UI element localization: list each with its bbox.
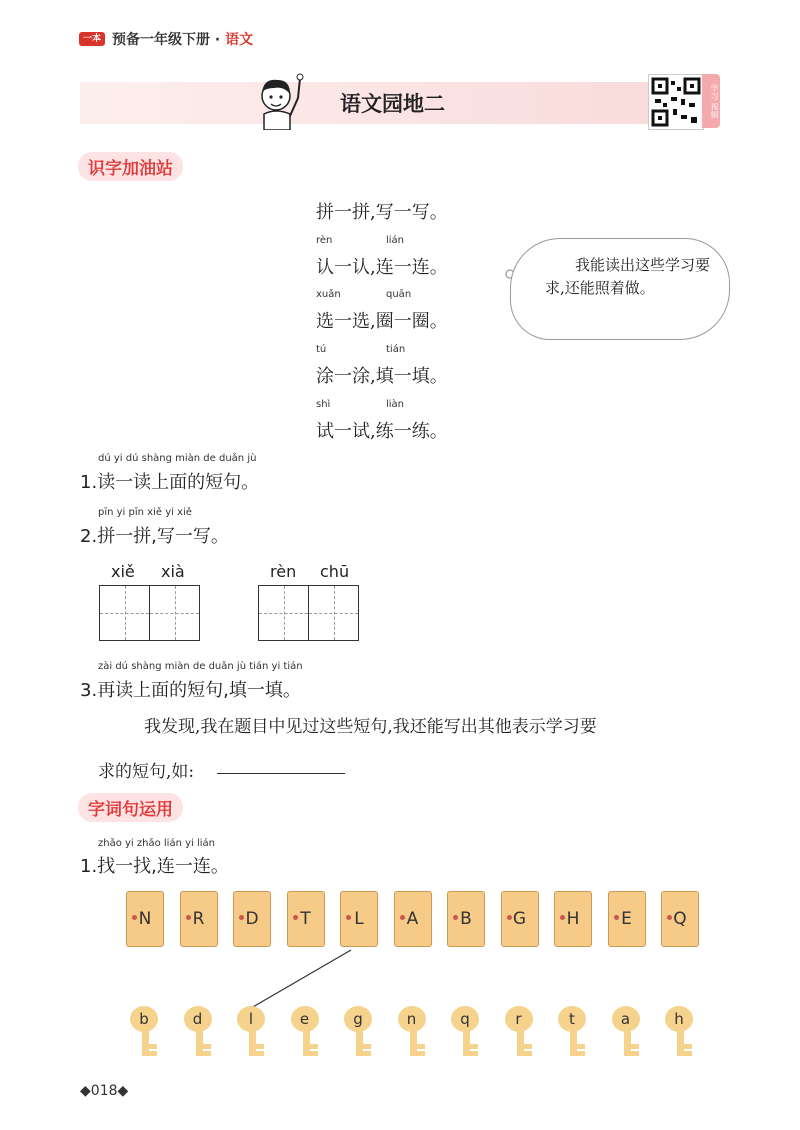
unit-title: 语文园地二 bbox=[340, 92, 445, 116]
instruction-line: 拼一拼,写一写。 bbox=[316, 202, 448, 223]
key-tooth-icon bbox=[203, 1044, 211, 1049]
uppercase-card[interactable] bbox=[340, 891, 378, 947]
pinyin-annotation: rèn bbox=[316, 235, 333, 246]
key-tooth-icon bbox=[310, 1051, 318, 1056]
subject-label: 语文 bbox=[225, 32, 254, 48]
card-dot-icon bbox=[293, 915, 298, 920]
answer-blank[interactable] bbox=[217, 772, 345, 774]
key-tooth-icon bbox=[684, 1044, 692, 1049]
writing-box[interactable] bbox=[149, 585, 200, 641]
lowercase-key[interactable] bbox=[237, 1006, 267, 1064]
book-header bbox=[112, 29, 253, 49]
uppercase-card[interactable] bbox=[180, 891, 218, 947]
key-tooth-icon bbox=[149, 1044, 157, 1049]
uppercase-card[interactable] bbox=[394, 891, 432, 947]
page-number-marker-left: ◆ bbox=[80, 1083, 91, 1099]
question-title bbox=[80, 468, 259, 494]
uppercase-letter: B bbox=[460, 909, 472, 929]
instruction-line: 选一选,圈一圈。 bbox=[316, 311, 448, 332]
question-pinyin: zài dú shàng miàn de duǎn jù tián yi tián bbox=[98, 661, 303, 672]
uppercase-card[interactable] bbox=[447, 891, 485, 947]
question-text: 拼一拼,写一写。 bbox=[97, 526, 229, 547]
uppercase-letter: D bbox=[245, 909, 259, 929]
pinyin-annotation: shì bbox=[316, 399, 331, 410]
card-dot-icon bbox=[453, 915, 458, 920]
grid-guide bbox=[125, 586, 126, 640]
question-text: 再读上面的短句,填一填。 bbox=[97, 680, 301, 701]
uppercase-card[interactable] bbox=[233, 891, 271, 947]
question-number: 2. bbox=[80, 526, 98, 547]
section-label-literacy: 识字加油站 bbox=[78, 152, 183, 181]
uppercase-letter: G bbox=[512, 909, 527, 929]
key-tooth-icon bbox=[684, 1051, 692, 1056]
instruction-line: 涂一涂,填一填。 bbox=[316, 366, 448, 387]
q4-title bbox=[80, 852, 229, 878]
lowercase-key[interactable] bbox=[451, 1006, 481, 1064]
video-tab[interactable]: 学习 视频 bbox=[702, 74, 720, 128]
box-pinyin: rèn bbox=[270, 562, 297, 581]
uppercase-letter: L bbox=[354, 909, 364, 929]
lowercase-key[interactable] bbox=[558, 1006, 588, 1064]
question-number: 1. bbox=[80, 472, 98, 493]
uppercase-card[interactable] bbox=[126, 891, 164, 947]
key-tooth-icon bbox=[363, 1051, 371, 1056]
grid-guide bbox=[334, 586, 335, 640]
section-label-usage: 字词句运用 bbox=[78, 793, 183, 822]
card-dot-icon bbox=[400, 915, 405, 920]
key-head: l bbox=[237, 1006, 265, 1032]
key-stem-icon bbox=[517, 1030, 524, 1056]
key-head: e bbox=[291, 1006, 319, 1032]
uppercase-card[interactable] bbox=[501, 891, 539, 947]
bubble-text: 我能读出这些学习要求,还能照着做。 bbox=[545, 256, 711, 297]
key-tooth-icon bbox=[256, 1051, 264, 1056]
writing-box[interactable] bbox=[99, 585, 150, 641]
card-dot-icon bbox=[507, 915, 512, 920]
key-stem-icon bbox=[249, 1030, 256, 1056]
uppercase-card[interactable] bbox=[287, 891, 325, 947]
boy-pointing-icon bbox=[254, 68, 304, 130]
key-head: a bbox=[612, 1006, 640, 1032]
key-head: g bbox=[344, 1006, 372, 1032]
q4-number: 1. bbox=[80, 856, 98, 877]
key-head: d bbox=[184, 1006, 212, 1032]
key-stem-icon bbox=[624, 1030, 631, 1056]
key-tooth-icon bbox=[524, 1051, 532, 1056]
key-tooth-icon bbox=[470, 1051, 478, 1056]
key-head: r bbox=[505, 1006, 533, 1032]
uppercase-letter: N bbox=[138, 909, 152, 929]
uppercase-letter: R bbox=[192, 909, 205, 929]
brand-logo: 一本 bbox=[79, 32, 105, 46]
uppercase-card[interactable] bbox=[554, 891, 592, 947]
question-title bbox=[80, 676, 301, 702]
question-number: 3. bbox=[80, 680, 98, 701]
uppercase-card[interactable] bbox=[661, 891, 699, 947]
key-stem-icon bbox=[570, 1030, 577, 1056]
pinyin-annotation: xuǎn bbox=[316, 289, 341, 300]
book-title: 预备一年级下册 bbox=[112, 32, 210, 48]
q4-text: 找一找,连一连。 bbox=[97, 856, 229, 877]
box-pinyin: xiě bbox=[111, 562, 135, 581]
key-tooth-icon bbox=[203, 1051, 211, 1056]
page-number bbox=[80, 1083, 128, 1099]
key-tooth-icon bbox=[631, 1044, 639, 1049]
key-head: n bbox=[398, 1006, 426, 1032]
key-stem-icon bbox=[677, 1030, 684, 1056]
key-tooth-icon bbox=[631, 1051, 639, 1056]
lowercase-key[interactable] bbox=[665, 1006, 695, 1064]
card-dot-icon bbox=[346, 915, 351, 920]
question-pinyin: pīn yi pīn xiě yi xiě bbox=[98, 507, 192, 518]
lowercase-key[interactable] bbox=[344, 1006, 374, 1064]
key-tooth-icon bbox=[363, 1044, 371, 1049]
key-tooth-icon bbox=[149, 1051, 157, 1056]
header-separator: · bbox=[214, 32, 221, 48]
q4-pinyin: zhǎo yi zhǎo lián yi lián bbox=[98, 838, 215, 849]
key-tooth-icon bbox=[256, 1044, 264, 1049]
key-stem-icon bbox=[196, 1030, 203, 1056]
key-tooth-icon bbox=[417, 1051, 425, 1056]
card-dot-icon bbox=[186, 915, 191, 920]
page-number-marker-right: ◆ bbox=[117, 1083, 129, 1099]
key-stem-icon bbox=[410, 1030, 417, 1056]
pinyin-annotation: tián bbox=[386, 344, 406, 355]
uppercase-letter: A bbox=[406, 909, 419, 929]
grid-guide bbox=[284, 586, 285, 640]
key-head: t bbox=[558, 1006, 586, 1032]
instruction-line: 认一认,连一连。 bbox=[316, 257, 448, 278]
key-tooth-icon bbox=[417, 1044, 425, 1049]
uppercase-letter: Q bbox=[673, 909, 687, 929]
qr-code-icon[interactable] bbox=[648, 74, 704, 130]
instruction-line: 试一试,练一练。 bbox=[316, 421, 448, 442]
uppercase-letter: E bbox=[621, 909, 632, 929]
card-dot-icon bbox=[560, 915, 565, 920]
uppercase-letter: H bbox=[566, 909, 580, 929]
key-tooth-icon bbox=[470, 1044, 478, 1049]
lowercase-key[interactable] bbox=[398, 1006, 428, 1064]
grid-guide bbox=[175, 586, 176, 640]
key-stem-icon bbox=[303, 1030, 310, 1056]
writing-box[interactable] bbox=[308, 585, 359, 641]
page-number-value: 018 bbox=[90, 1083, 118, 1099]
box-pinyin: chū bbox=[320, 562, 350, 581]
lowercase-key[interactable] bbox=[184, 1006, 214, 1064]
key-tooth-icon bbox=[577, 1044, 585, 1049]
key-stem-icon bbox=[356, 1030, 363, 1056]
question-pinyin: dú yi dú shàng miàn de duǎn jù bbox=[98, 453, 257, 464]
card-dot-icon bbox=[614, 915, 619, 920]
key-tooth-icon bbox=[310, 1044, 318, 1049]
lowercase-key[interactable] bbox=[130, 1006, 160, 1064]
lowercase-key[interactable] bbox=[505, 1006, 535, 1064]
key-head: b bbox=[130, 1006, 158, 1032]
discovery-line-1: 我发现,我在题目中见过这些短句,我还能写出其他表示学习要 bbox=[144, 717, 597, 737]
writing-box[interactable] bbox=[258, 585, 309, 641]
key-head: h bbox=[665, 1006, 693, 1032]
pinyin-annotation: tú bbox=[316, 344, 327, 355]
card-dot-icon bbox=[132, 915, 137, 920]
question-title bbox=[80, 522, 229, 548]
pinyin-annotation: lián bbox=[386, 235, 405, 246]
card-dot-icon bbox=[667, 915, 672, 920]
question-text: 读一读上面的短句。 bbox=[97, 472, 260, 493]
box-pinyin: xià bbox=[161, 562, 185, 581]
lowercase-key[interactable] bbox=[291, 1006, 321, 1064]
pinyin-annotation: liàn bbox=[386, 399, 405, 410]
discovery-line-2: 求的短句,如: bbox=[98, 762, 195, 782]
lowercase-key[interactable] bbox=[612, 1006, 642, 1064]
key-stem-icon bbox=[142, 1030, 149, 1056]
card-dot-icon bbox=[239, 915, 244, 920]
uppercase-card[interactable] bbox=[608, 891, 646, 947]
key-head: q bbox=[451, 1006, 479, 1032]
key-tooth-icon bbox=[577, 1051, 585, 1056]
uppercase-letter: T bbox=[300, 909, 311, 929]
key-stem-icon bbox=[463, 1030, 470, 1056]
key-tooth-icon bbox=[524, 1044, 532, 1049]
pinyin-annotation: quān bbox=[386, 289, 412, 300]
